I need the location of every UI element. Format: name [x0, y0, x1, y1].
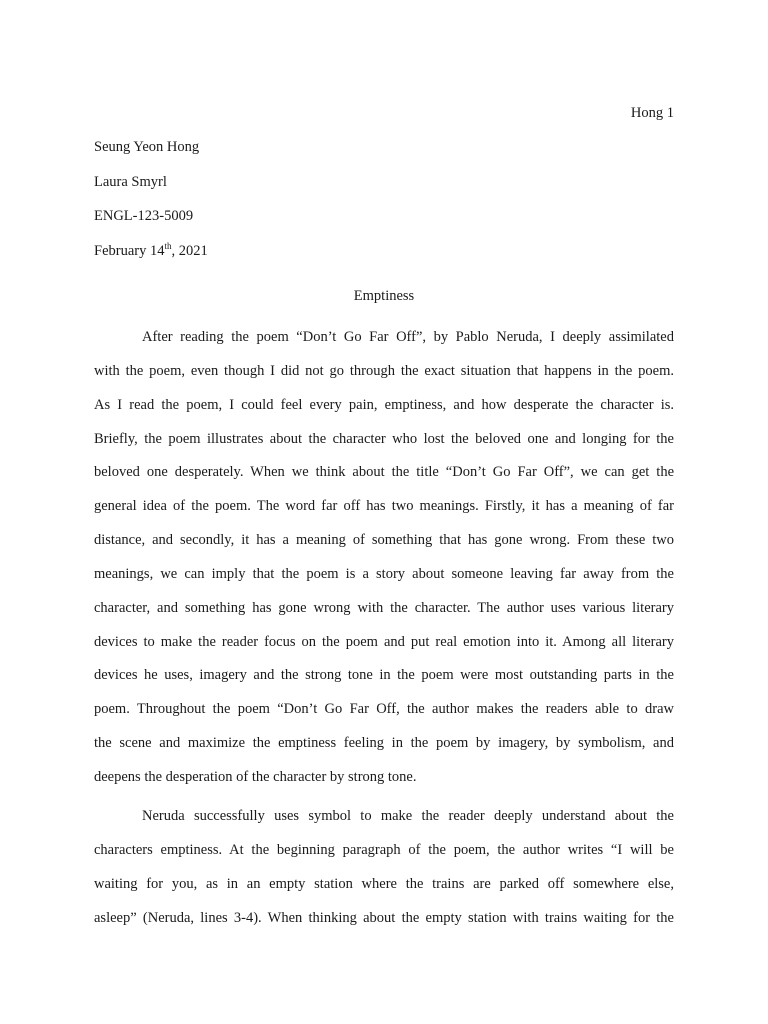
paragraph-line: Neruda successfully uses symbol to make the reader deeply understand about the [142, 808, 674, 824]
date-year: , 2021 [171, 243, 208, 259]
paragraph-line: the scene and maximize the emptiness feeling in the poem by imagery, by symbolism, and [94, 735, 674, 752]
running-header: Hong 1 [630, 105, 674, 121]
paragraph-line: poem. Throughout the poem “Don’t Go Far Off, the author makes the readers able to draw [94, 701, 674, 718]
paragraph-2 [94, 800, 674, 935]
paragraph-line: After reading the poem “Don’t Go Far Off”, by Pablo Neruda, I deeply assimilated [142, 329, 674, 345]
date-suffix: th [164, 241, 172, 252]
paragraph-line: distance, and secondly, it has a meaning of something that has gone wrong. From these two [94, 532, 674, 549]
paragraph-line: Briefly, the poem illustrates about the character who lost the beloved one and longing for the [94, 430, 674, 447]
paragraph-line: general idea of the poem. The word far off has two meanings. Firstly, it has a meaning of far [94, 498, 674, 515]
paragraph-line: beloved one desperately. When we think about the title “Don’t Go Far Off”, we can get the [94, 464, 674, 481]
paragraph-line: characters emptiness. At the beginning paragraph of the poem, the author writes “I will be [94, 841, 674, 858]
date-month-day: February 14 [94, 243, 165, 259]
instructor-name: Laura Smyrl [94, 174, 167, 190]
essay-date [94, 242, 208, 260]
paragraph-line: devices he uses, imagery and the strong tone in the poem were most outstanding parts in the [94, 667, 674, 684]
paragraph-line: asleep” (Neruda, lines 3-4). When thinking about the empty station with trains waiting for the [94, 909, 674, 926]
paragraph-line: waiting for you, as in an empty station where the trains are parked off somewhere else, [94, 875, 674, 892]
paragraph-line: with the poem, even though I did not go through the exact situation that happens in the poem. [94, 362, 674, 379]
paragraph-line: character, and something has gone wrong with the character. The author uses various literary [94, 599, 674, 616]
paragraph-1 [94, 321, 674, 795]
student-name: Seung Yeon Hong [94, 139, 200, 155]
paragraph-line: meanings, we can imply that the poem is a story about someone leaving far away from the [94, 565, 674, 582]
paragraph-line: As I read the poem, I could feel every pain, emptiness, and how desperate the character is. [94, 396, 674, 413]
course-code: ENGL-123-5009 [94, 208, 194, 224]
paragraph-line: deepens the desperation of the character by strong tone. [94, 768, 417, 785]
paragraph-line: devices to make the reader focus on the poem and put real emotion into it. Among all literary [94, 633, 674, 650]
essay-title: Emptiness [353, 288, 415, 304]
